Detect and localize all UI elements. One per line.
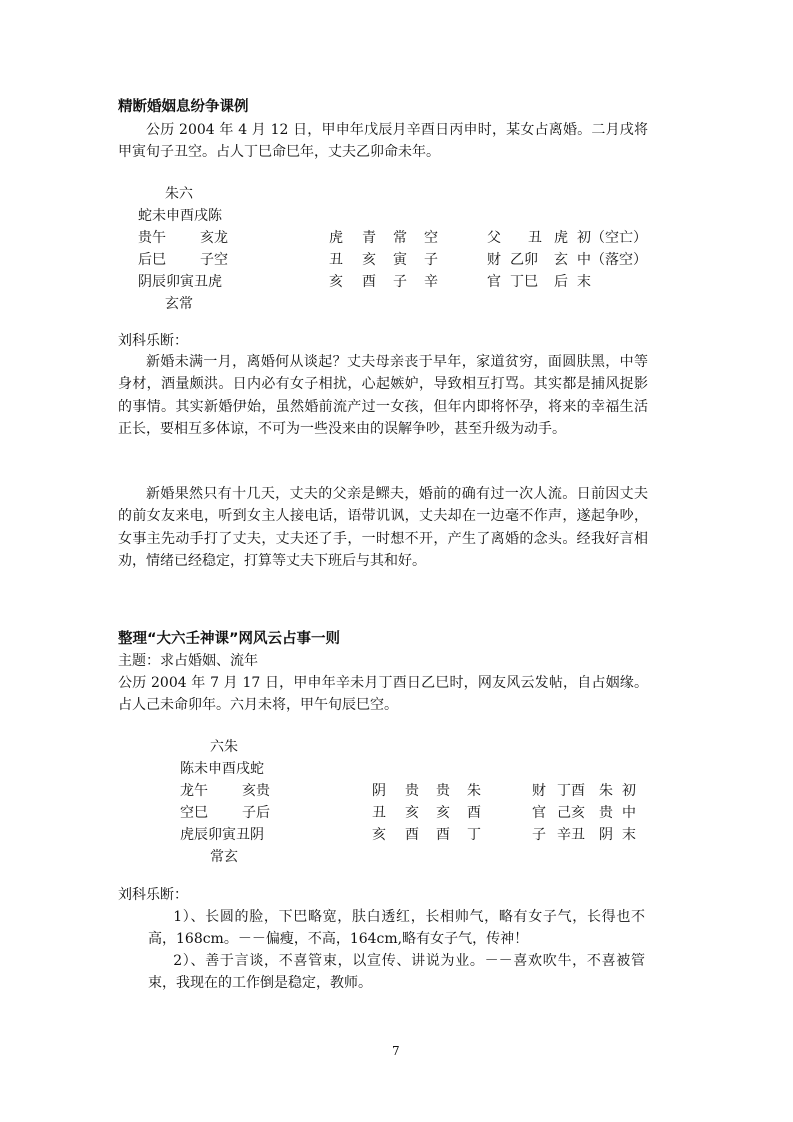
s2-sike-cell: 亥 <box>372 827 386 843</box>
s2-sike-cell: 贵 <box>405 783 419 799</box>
s1-sike-cell: 子 <box>424 252 438 268</box>
s2-sike-cell: 朱 <box>467 783 481 799</box>
s1-sike-cell: 常 <box>393 230 407 246</box>
s2-sanchuan-cell: 贵 <box>599 805 613 821</box>
s1-sanchuan-cell: 财 <box>487 252 501 268</box>
s1-sanchuan-cell: 中（落空） <box>577 252 647 268</box>
s1-left-r2-a: 后巳 <box>138 252 166 268</box>
s2-sanchuan-cell: 官 <box>532 805 546 821</box>
s1-sike-cell: 子 <box>393 274 407 290</box>
s2-sanchuan-cell: 丁酉 <box>557 783 585 799</box>
s2-chart-bottom: 常玄 <box>210 849 238 865</box>
s1-paragraph-1: 新婚未满一月，离婚何从谈起？丈夫母亲丧于早年，家道贫穷，面圆肤黑，中等身材，酒量颇洪。日内必有女子相扰，心起嫉妒，导致相互打骂。其实都是捕风捉影的事情。其实新婚伊始，虽然婚前流产过一女孩，但年内即将怀孕，将来的幸福生活正长，要相互多体谅，不可为一些没来由的误解争吵，甚至升级为动手。 <box>118 354 648 437</box>
s2-sanchuan-cell: 初 <box>622 783 636 799</box>
s1-left-r2-b: 子空 <box>200 252 228 268</box>
s1-sike-cell: 亥 <box>329 274 343 290</box>
s1-left-r3-a: 阴辰卯寅丑虎 <box>138 274 222 290</box>
s2-left-r2-b: 子后 <box>242 805 270 821</box>
s1-sike-cell: 亥 <box>362 252 376 268</box>
s1-sanchuan-cell: 乙卯 <box>510 252 538 268</box>
s1-sanchuan-cell: 玄 <box>554 252 568 268</box>
s1-sike-cell: 辛 <box>424 274 438 290</box>
s1-sike-cell: 空 <box>424 230 438 246</box>
s2-sanchuan-cell: 己亥 <box>557 805 585 821</box>
s2-sike-cell: 丑 <box>372 805 386 821</box>
s2-sanchuan-cell: 阴 <box>599 827 613 843</box>
s2-sike-cell: 亥 <box>436 805 450 821</box>
section2-title: 整理“大六壬神课”网风云占事一则 <box>118 631 341 647</box>
s2-left-r3-a: 虎辰卯寅丑阴 <box>180 827 264 843</box>
section2-topic: 主题：求占婚姻、流年 <box>118 653 258 669</box>
s2-sanchuan-cell: 朱 <box>599 783 613 799</box>
s2-sike-cell: 酉 <box>405 827 419 843</box>
s1-sanchuan-cell: 后 <box>554 274 568 290</box>
section2-intro: 公历 2004 年 7 月 17 日，甲申年辛未月丁酉日乙巳时，网友风云发帖，自占姻缘。占人己未命卯年。六月未将，甲午旬辰巳空。 <box>118 675 648 714</box>
s2-item-2: 2）、善于言谈，不喜管束，以宣传、讲说为业。－－喜欢吹牛，不喜被管束，我现在的工作倒是稳定，教师。 <box>148 953 645 992</box>
s2-sanchuan-cell: 中 <box>622 805 636 821</box>
s2-sike-cell: 贵 <box>436 783 450 799</box>
s2-chart-top: 六朱 <box>210 739 238 755</box>
s1-sanchuan-cell: 丁巳 <box>510 274 538 290</box>
s2-left-r2-a: 空巳 <box>180 805 208 821</box>
s2-left-r1-b: 亥贵 <box>242 783 270 799</box>
s2-sike-cell: 阴 <box>372 783 386 799</box>
s1-paragraph-2: 新婚果然只有十几天，丈夫的父亲是鳏夫，婚前的确有过一次人流。日前因丈夫的前女友来电，听到女主人接电话，语带讥讽，丈夫却在一边毫不作声，遂起争吵，女事主先动手打了丈夫，丈夫还了手，一时想不开，产生了离婚的念头。经我好言相劝，情绪已经稳定，打算等丈夫下班后与其和好。 <box>118 486 648 569</box>
s2-item-1: 1）、长圆的脸，下巴略宽，肤白透红，长相帅气，略有女子气，长得也不高，168cm。－－偏瘦，不高，164cm,略有女子气，传神！ <box>148 909 645 948</box>
s1-sike-cell: 寅 <box>393 252 407 268</box>
s1-sike-cell: 青 <box>362 230 376 246</box>
s2-sike-cell: 酉 <box>467 805 481 821</box>
s2-sike-cell: 亥 <box>405 805 419 821</box>
s2-sanchuan-cell: 辛丑 <box>557 827 585 843</box>
s1-sike-cell: 丑 <box>329 252 343 268</box>
page-number: 7 <box>392 1044 400 1058</box>
s1-left-r1-b: 亥龙 <box>200 230 228 246</box>
s1-left-r1-a: 贵午 <box>138 230 166 246</box>
section1-title: 精断婚姻息纷争课例 <box>118 99 249 115</box>
s2-sike-cell: 酉 <box>436 827 450 843</box>
s2-sanchuan-cell: 财 <box>532 783 546 799</box>
s1-sanchuan-cell: 官 <box>487 274 501 290</box>
s2-sanchuan-cell: 末 <box>622 827 636 843</box>
s1-sanchuan-cell: 父 <box>487 230 501 246</box>
s1-chart-bottom: 玄常 <box>165 296 193 312</box>
section1-intro: 公历 2004 年 4 月 12 日，甲申年戊辰月辛酉日丙申时，某女占离婚。二月戌将甲寅旬子丑空。占人丁巳命巳年，丈夫乙卯命未年。 <box>118 122 648 161</box>
s1-chart-row0: 蛇未申酉戌陈 <box>138 208 222 224</box>
s2-judge-label: 刘科乐断： <box>118 887 188 903</box>
s1-sanchuan-cell: 丑 <box>528 230 542 246</box>
s2-chart-row0: 陈未申酉戌蛇 <box>180 761 264 777</box>
s1-sike-cell: 虎 <box>329 230 343 246</box>
s2-left-r1-a: 龙午 <box>180 783 208 799</box>
s1-sanchuan-cell: 末 <box>577 274 591 290</box>
s1-sanchuan-cell: 虎 <box>554 230 568 246</box>
s2-sanchuan-cell: 子 <box>532 827 546 843</box>
s1-sanchuan-cell: 初（空亡） <box>577 230 647 246</box>
s1-sike-cell: 酉 <box>362 274 376 290</box>
s1-chart-top: 朱六 <box>165 186 193 202</box>
s1-judge-label: 刘科乐断： <box>118 333 188 349</box>
s2-sike-cell: 丁 <box>467 827 481 843</box>
